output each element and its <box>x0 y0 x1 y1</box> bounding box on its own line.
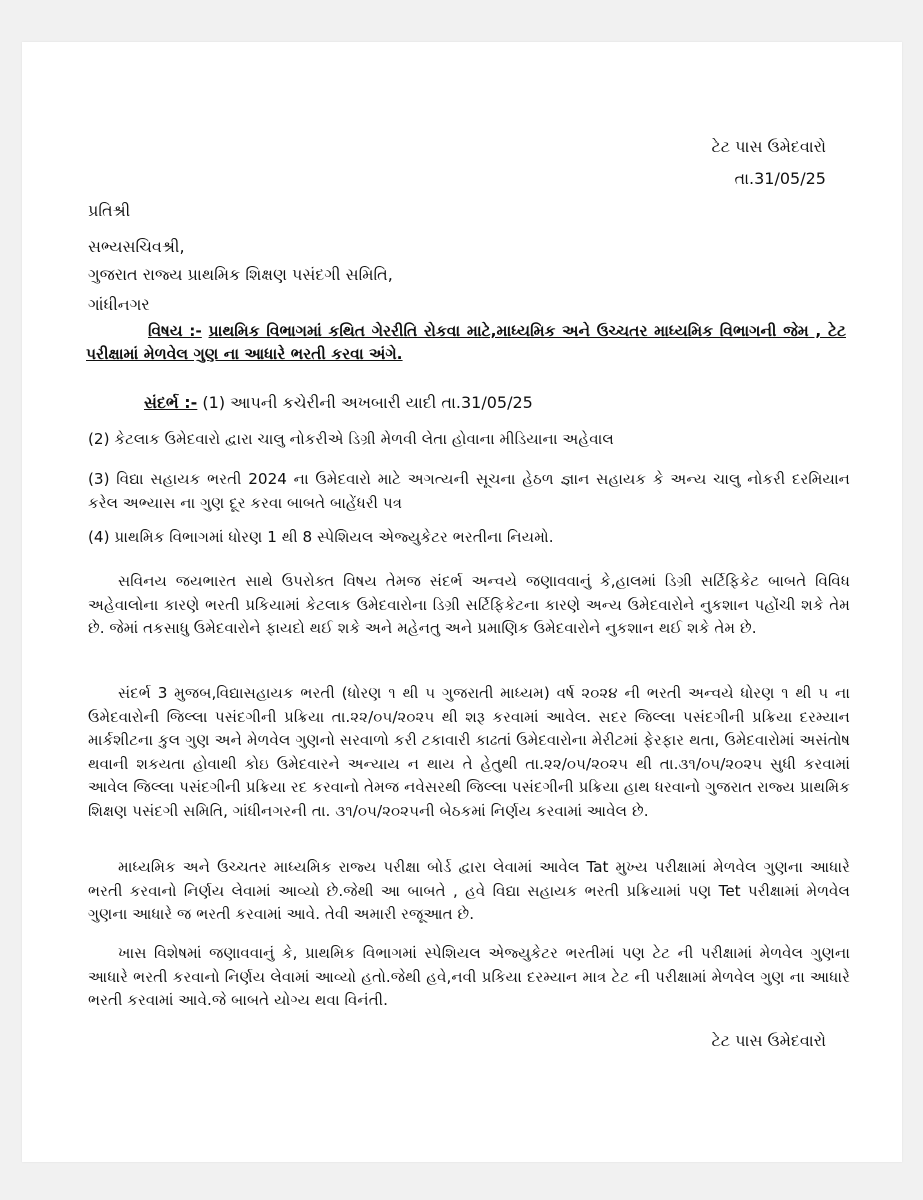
references-label: સંદર્ભ :- <box>144 393 198 412</box>
subject <box>86 320 846 366</box>
body-paragraph-3: માધ્યમિક અને ઉચ્ચતર માધ્યમિક રાજ્ય પરીક્ષા બોર્ડ દ્વારા લેવામાં આવેલ Tat મુખ્ય પરીક્ષામાં મેળવેલ ગુણના આધારે ભરતી કરવાનો નિર્ણય લેવામાં આવ્યો છે.જેથી આ બાબતે , હવે વિદ્યા સહાયક ભરતી પ્રક્રિયામાં પણ Tet પરીક્ષામાં મેળવેલ ગુણના આધારે જ ભરતી કરવામાં આવે. તેવી અમારી રજૂઆત છે. <box>88 858 850 923</box>
reference-2: (2) કેટલાક ઉમેદવારો દ્વારા ચાલુ નોકરીએ ડિગ્રી મેળવી લેતા હોવાના મીડિયાના અહેવાલ <box>88 430 614 448</box>
addressee-line-2: સભ્યસચિવશ્રી, <box>88 237 185 256</box>
addressee-line-1: પ્રતિશ્રી <box>88 201 131 220</box>
reference-3: (3) વિદ્યા સહાયક ભરતી 2024 ના ઉમેદવારો માટે અગત્યની સૂચના હેઠળ જ્ઞાન સહાયક કે અન્ય ચાલુ નોકરી દરમિયાન કરેલ અભ્યાસ ના ગુણ દૂર કરવા બાબતે બાહેંધરી પત્ર <box>88 470 850 512</box>
letter-date: તા.31/05/25 <box>734 169 826 188</box>
reference-1-line <box>144 392 533 414</box>
signature: ટેટ પાસ ઉમેદવારો <box>711 1031 826 1050</box>
reference-1: (1) આપની કચેરીની અખબારી યાદી તા.31/05/25 <box>202 393 533 412</box>
reference-4: (4) પ્રાથમિક વિભાગમાં ધોરણ 1 થી 8 સ્પેશિયલ એજ્યુકેટર ભરતીના નિયમો. <box>88 528 554 546</box>
letter-page <box>22 42 902 1162</box>
subject-text: પ્રાથમિક વિભાગમાં કથિત ગેરરીતિ રોકવા માટે,માધ્યમિક અને ઉચ્ચતર માધ્યમિક વિભાગની જેમ , ટેટ પરીક્ષામાં મેળવેલ ગુણ ના આધારે ભરતી કરવા અંગે. <box>86 322 846 363</box>
addressee-line-3: ગુજરાત રાજ્ય પ્રાથમિક શિક્ષણ પસંદગી સમિતિ, <box>88 265 393 284</box>
addressee-line-4: ગાંધીનગર <box>88 295 150 314</box>
body-paragraph-1: સવિનય જયભારત સાથે ઉપરોક્ત વિષય તેમજ સંદર્ભ અન્વયે જણાવવાનું કે,હાલમાં ડિગ્રી સર્ટિફિકેટ બાબતે વિવિધ અહેવાલોના કારણે ભરતી પ્રકિયામાં કેટલાક ઉમેદવારોના ડિગ્રી સર્ટિફિકેટના કારણે અન્ય ઉમેદવારોને નુકશાન પહોંચી શકે તેમ છે. જેમાં તકસાધુ ઉમેદવારોને ફાયદો થઈ શકે અને મહેનતુ અને પ્રમાણિક ઉમેદવારોને નુકશાન થઈ શકે તેમ છે. <box>88 572 850 637</box>
sender-header: ટેટ પાસ ઉમેદવારો <box>711 137 826 156</box>
body-paragraph-2: સંદર્ભ 3 મુજબ,વિદ્યાસહાયક ભરતી (ધોરણ ૧ થી ૫ ગુજરાતી માધ્યમ) વર્ષ ૨૦૨૪ ની ભરતી અન્વયે ધોરણ ૧ થી ૫ ના ઉમેદવારોની જિલ્લા પસંદગીની પ્રક્રિયા તા.૨૨/૦૫/૨૦૨૫ થી શરૂ કરવામાં આવેલ. સદર જિલ્લા પસંદગીની પ્રક્રિયા દરમ્યાન માર્કશીટના કુલ ગુણ અને મેળવેલ ગુણનો સરવાળો કરી ટકાવારી કાઢતાં ઉમેદવારોના મેરીટમાં ફેરફાર થતા, ઉમેદવારોમાં અસંતોષ થવાની શકયતા હોવાથી કોઇ ઉમેદવારને અન્યાય ન થાય તે હેતુથી તા.૨૨/૦૫/૨૦૨૫ થી તા.૩૧/૦૫/૨૦૨૫ સુધી કરવામાં આવેલ જિલ્લા પસંદગીની પ્રક્રિયા રદ કરવાનો તેમજ નવેસરથી જિલ્લા પસંદગીની પ્રક્રિયા હાથ ધરવાનો ગુજરાત રાજ્ય પ્રાથમિક શિક્ષણ પસંદગી સમિતિ, ગાંધીનગરની તા. ૩૧/૦૫/૨૦૨૫ની બેઠકમાં નિર્ણય કરવામાં આવેલ છે. <box>88 684 850 820</box>
subject-label: વિષય :- <box>148 322 202 340</box>
body-paragraph-4: ખાસ વિશેષમાં જણાવવાનું કે, પ્રાથમિક વિભાગમાં સ્પેશિયલ એજ્યુકેટર ભરતીમાં પણ ટેટ ની પરીક્ષામાં મેળવેલ ગુણના આધારે ભરતી કરવાનો નિર્ણય લેવામાં આવ્યો હતો.જેથી હવે,નવી પ્રકિયા દરમ્યાન માત્ર ટેટ ની પરીક્ષામાં મેળવેલ ગુણ ના આધારે ભરતી કરવામાં આવે.જે બાબતે યોગ્ય થવા વિનંતી. <box>88 944 850 1009</box>
